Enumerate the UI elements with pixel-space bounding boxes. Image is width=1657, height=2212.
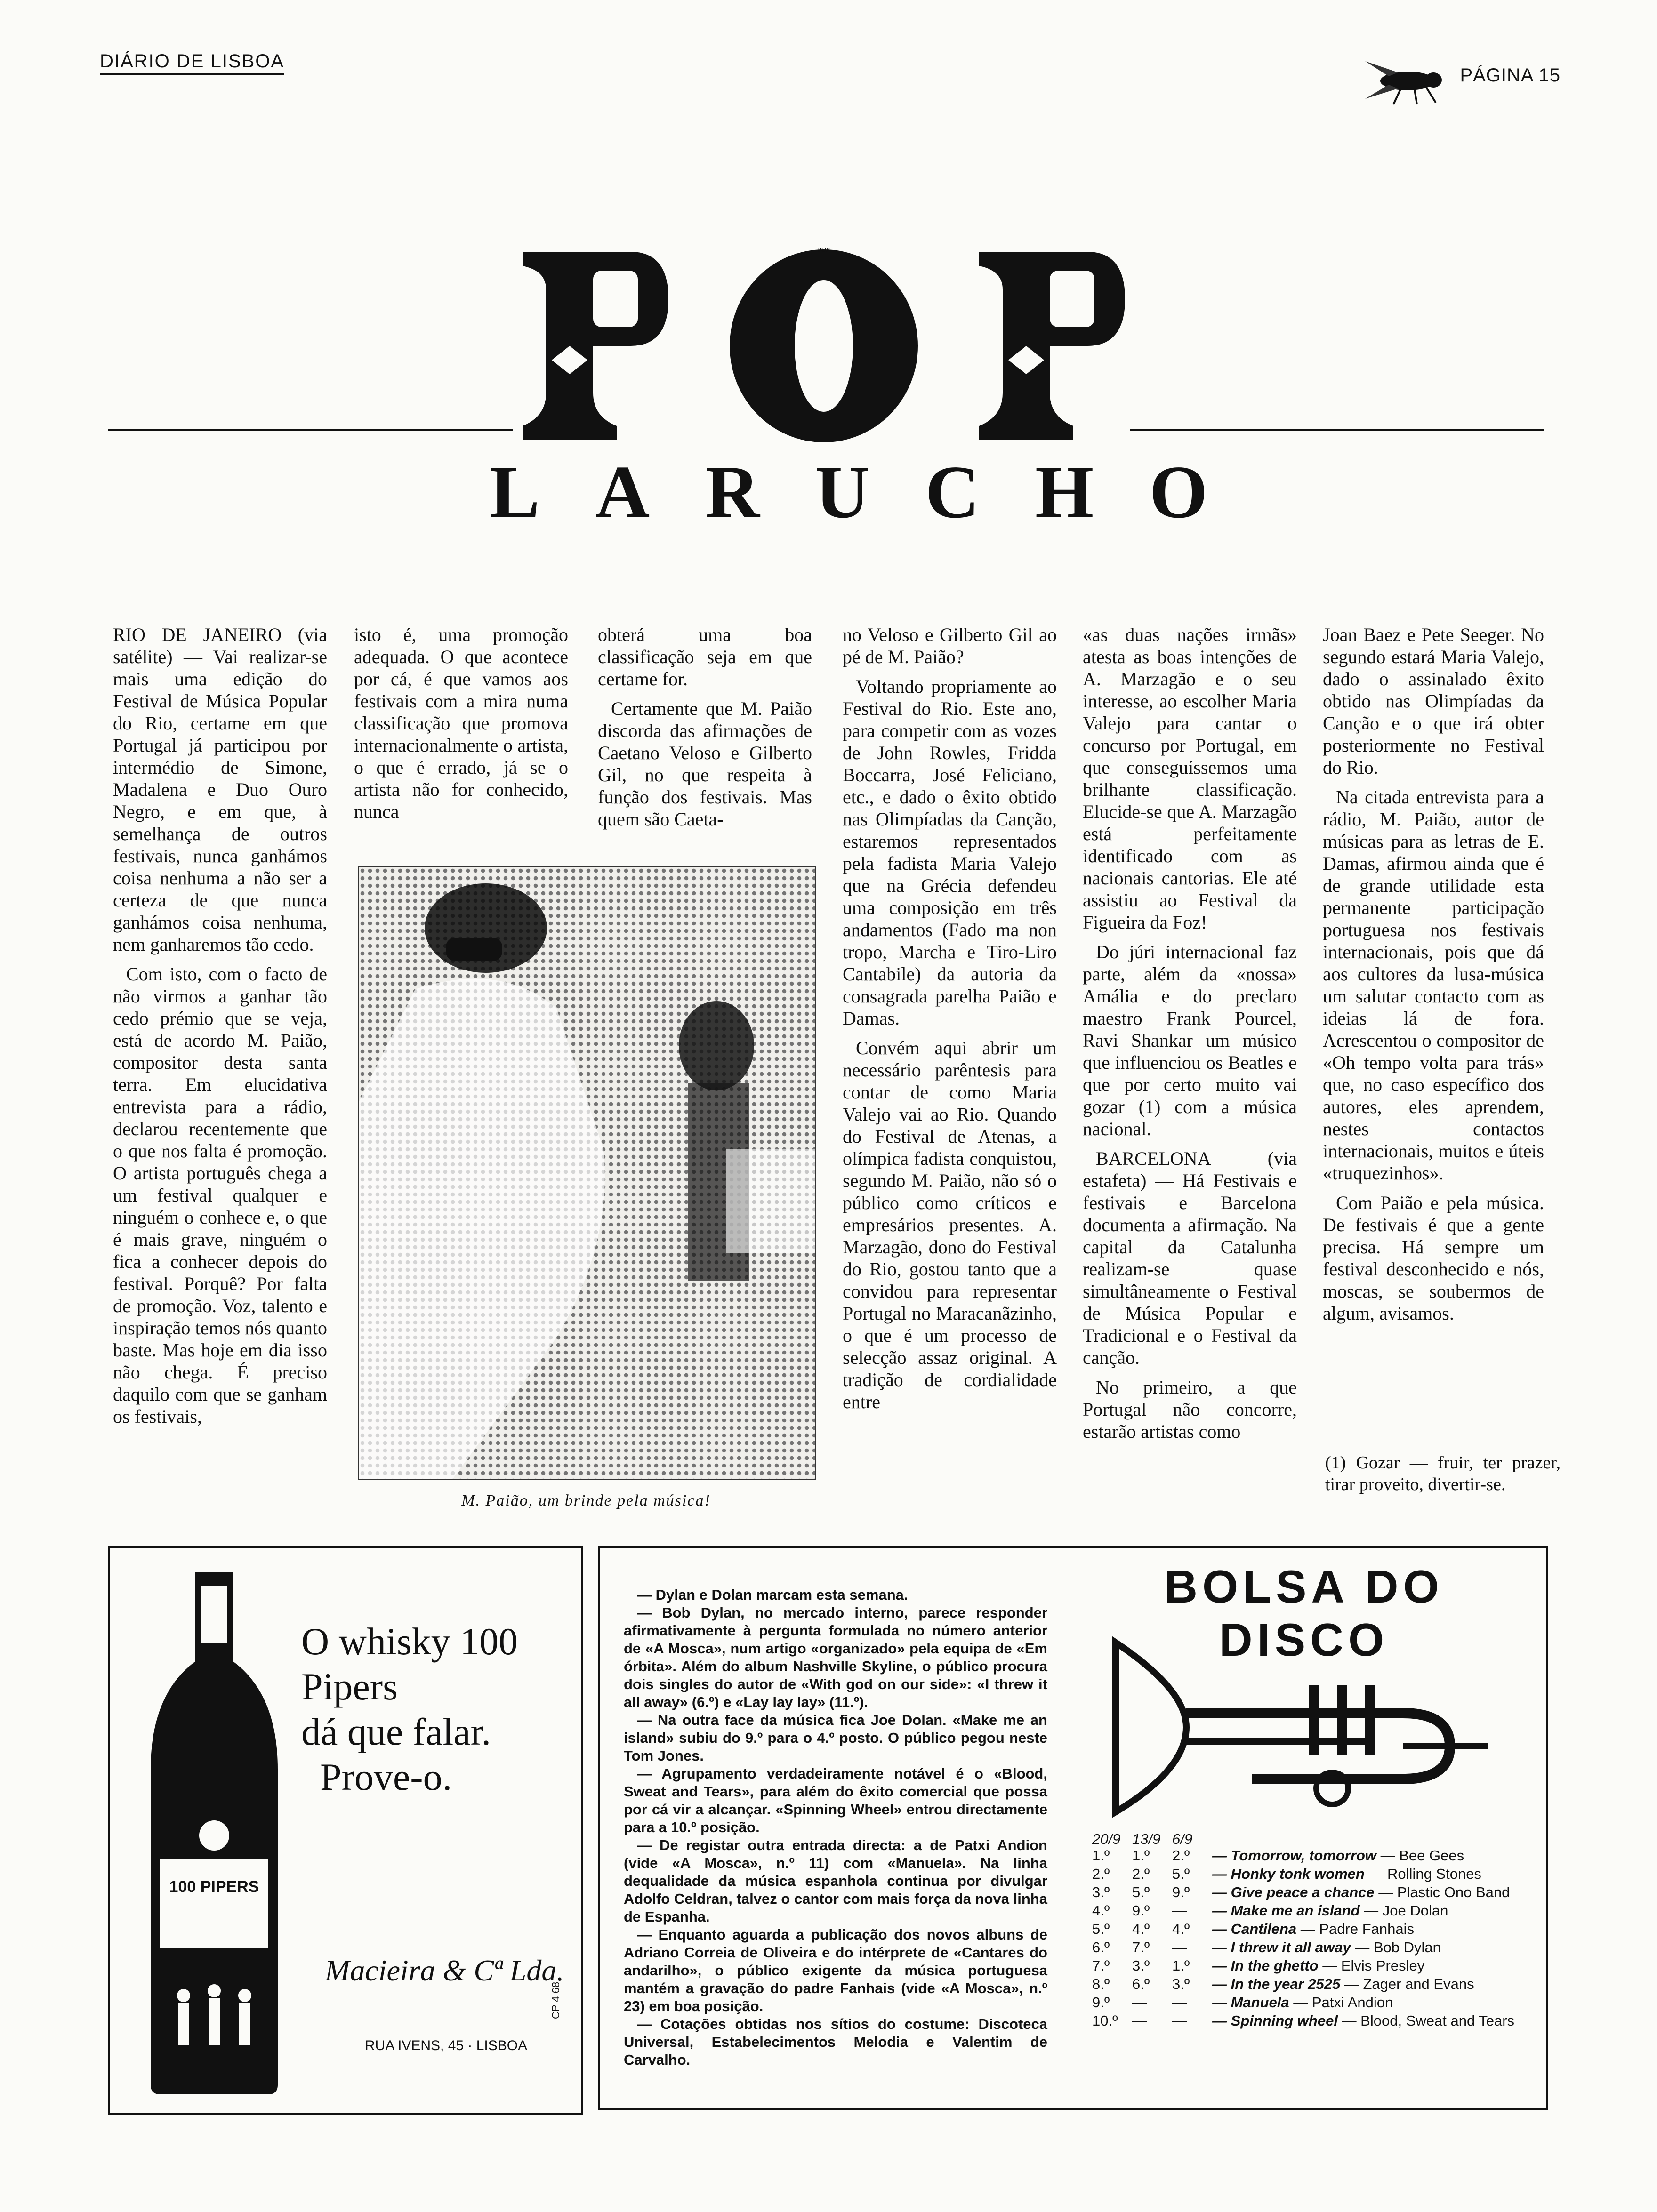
song-title: — Make me an island [1212, 1902, 1360, 1919]
artist-name: — Bob Dylan [1351, 1939, 1441, 1956]
newspaper-name: DIÁRIO DE LISBOA [100, 51, 284, 75]
paragraph: No primeiro, a que Portugal não concorre, estarão artistas como [1083, 1377, 1297, 1442]
artist-name: — Blood, Sweat and Tears [1337, 2012, 1515, 2029]
chart-row [1092, 2012, 1535, 2029]
article-column-6 [1323, 624, 1544, 1332]
artist-name: — Padre Fanhais [1296, 1921, 1415, 1937]
paragraph: Do júri internacional faz parte, além da «nossa» Amália e do preclaro maestro Frank Pourcel, Ravi Shankar um músico que influenciou os Beatles e que por certo muito vai gozar (1) com a música nacional. [1083, 941, 1297, 1139]
chart-position: 5.º [1172, 1866, 1190, 1882]
chart-entry [1212, 1866, 1535, 1883]
chart-position: 4.º [1132, 1921, 1150, 1937]
chart-row [1092, 1921, 1535, 1938]
chart-entry [1212, 2012, 1535, 2029]
chart-row [1092, 1847, 1535, 1864]
paragraph: no Veloso e Gilberto Gil ao pé de M. Paião? [843, 624, 1057, 667]
fly-icon [1356, 52, 1459, 108]
chart-row [1092, 1884, 1535, 1901]
chart-entry [1212, 1976, 1535, 1993]
paragraph: «as duas nações irmãs» atesta as boas intenções de A. Marzagão e o seu interesse, ao escolher Maria Valejo para cantar o concurso por Portugal, em que conseguíssemos uma brilhante classificação. Elucide-se que A. Marzagão está perfeitamente identificado com as nacionais cantorias. Ele até assistiu ao Festival da Figueira da Foz! [1083, 624, 1297, 933]
chart-entry [1212, 1884, 1535, 1901]
chart-position: 2.º [1092, 1866, 1110, 1882]
chart-position: 9.º [1092, 1994, 1110, 2011]
chart-entry [1212, 1939, 1535, 1956]
chart-position: 1.º [1092, 1847, 1110, 1864]
paragraph: Voltando propriamente ao Festival do Rio. Este ano, para competir com as vozes de John Rowles, Fridda Boccarra, José Feliciano, etc., e dado o êxito obtido nas Olimpíadas da Canção, estaremos representados pela fadista Maria Valejo que na Grécia defendeu uma composição em três andamentos (Fado ma non tropo, Marcha e Tiro-Liro Cantabile) da autoria da consagrada parelha Paião e Damas. [843, 676, 1057, 1029]
artist-name: — Zager and Evans [1340, 1976, 1474, 1992]
paragraph: Convém aqui abrir um necessário parêntesis para contar de como Maria Valejo vai ao Rio. Quando do Festival de Atenas, a olímpica fadista conquistou, segundo M. Paião, não só o público como críticos e empresários presentes. A. Marzagão, dono do Festival do Rio, gostou tanto que a convidou para representar Portugal no Maracanãzinho, o que é um processo de selecção assaz original. A tradição de cordialidade entre [843, 1037, 1057, 1412]
bolsa-chart [1092, 1847, 1535, 2031]
chart-position: 3.º [1132, 1957, 1150, 1974]
chart-position: 6.º [1132, 1976, 1150, 1992]
chart-position: — [1172, 1902, 1187, 1919]
chart-row [1092, 1976, 1535, 1993]
chart-position: 3.º [1172, 1976, 1190, 1992]
chart-position: 5.º [1092, 1921, 1110, 1937]
slogan-line: dá que falar. [301, 1710, 491, 1753]
photo-caption: M. Paião, um brinde pela música! [461, 1492, 711, 1509]
pop-title-lettering [513, 238, 1134, 449]
news-item: — De registar outra entrada directa: a de Patxi Andion (vide «A Mosca», n.º 11) com «Manuela». Na linha dequalidade da música espanhola continua por divulgar Adolfo Celdran, talvez o cantor com mais força da nova linha de Espanha. [624, 1837, 1047, 1925]
chart-entry [1212, 1902, 1535, 1919]
chart-row [1092, 1902, 1535, 1919]
chart-position: 4.º [1092, 1902, 1110, 1919]
ad-address: RUA IVENS, 45 · LISBOA [365, 2038, 528, 2053]
artist-name: — Plastic Ono Band [1374, 1884, 1510, 1900]
chart-position: 4.º [1172, 1921, 1190, 1937]
article-column-2 [354, 624, 568, 830]
chart-row [1092, 1994, 1535, 2011]
chart-row [1092, 1957, 1535, 1974]
chart-position: — [1132, 2012, 1147, 2029]
song-title: — In the ghetto [1212, 1957, 1319, 1974]
song-title: — In the year 2525 [1212, 1976, 1341, 1992]
chart-position: 10.º [1092, 2012, 1118, 2029]
article-column-4 [843, 624, 1057, 1420]
trumpet-icon [1111, 1633, 1497, 1821]
whisky-slogan [301, 1619, 555, 1800]
song-title: — Honky tonk women [1212, 1866, 1365, 1882]
title-rule-left [108, 429, 513, 431]
news-item: — Agrupamento verdadeiramente notável é o «Blood, Sweat and Tears», para além do êxito comercial que possa por cá vir a alcançar. «Spinning Wheel» entrou directamente para a 10.º posição. [624, 1765, 1047, 1835]
bolsa-title: BOLSA DO DISCO [1164, 1561, 1444, 1666]
chart-date: 13/9 [1132, 1831, 1161, 1847]
paragraph: Na citada entrevista para a rádio, M. Paião, autor de músicas para as letras de E. Damas, afirmou ainda que é de grande utilidade esta permanente participação portuguesa nos festivais internacionais, pois que dá aos cultores da lusa-música um salutar contacto com as ideias lá de fora. Acrescentou o compositor de «Oh tempo volta para trás» que, no caso específico dos autores, eles aprendem, nestes contactos internacionais, muitos e úteis «truquezinhos». [1323, 786, 1544, 1184]
song-title: — Tomorrow, tomorrow [1212, 1847, 1377, 1864]
chart-position: 3.º [1092, 1884, 1110, 1900]
chart-position: 2.º [1172, 1847, 1190, 1864]
pop-title-text: POP [818, 247, 830, 254]
article-column-5 [1083, 624, 1297, 1450]
chart-date: 6/9 [1172, 1831, 1193, 1847]
chart-date: 20/9 [1092, 1831, 1121, 1847]
song-title: — I threw it all away [1212, 1939, 1351, 1956]
ad-signature: Macieira & Cª Lda. [325, 1954, 564, 1987]
news-item: — Cotações obtidas nos sítios do costume: Discoteca Universal, Estabelecimentos Melodia e Valentim de Carvalho. [624, 2016, 1047, 2068]
chart-position: 7.º [1132, 1939, 1150, 1956]
article-column-3 [598, 624, 812, 838]
chart-position: — [1132, 1994, 1147, 2011]
chart-position: 8.º [1092, 1976, 1110, 1992]
paragraph: obterá uma boa classificação seja em que certame for. [598, 624, 812, 689]
chart-dates [1092, 1831, 1212, 1848]
paragraph: BARCELONA (via estafeta) — Há Festivais e festivais e Barcelona documenta a afirmação. Na capital da Catalunha realizam-se quase simultâneamente o Festival de Música Popular e Tradicional e o Festival da canção. [1083, 1148, 1297, 1368]
chart-position: — [1172, 2012, 1187, 2029]
chart-position: 1.º [1132, 1847, 1150, 1864]
footnote: (1) Gozar — fruir, ter prazer, tirar proveito, divertir-se. [1325, 1453, 1560, 1494]
chart-entry [1212, 1921, 1535, 1938]
photo-figures [359, 867, 815, 1479]
artist-name: — Joe Dolan [1359, 1902, 1448, 1919]
news-item: — Bob Dylan, no mercado interno, parece responder afirmativamente à pergunta formulada no número anterior de «A Mosca», num artigo «organizado» pela equipa de «Em órbita». Além do album Nashville Skyline, o público procura dois singles do autor de «With god on our side»: «I threw it all away» (6.º) e «Lay lay lay» (11.º). [624, 1604, 1047, 1710]
chart-position: 2.º [1132, 1866, 1150, 1882]
chart-row [1092, 1939, 1535, 1956]
column-title: LARUCHO [490, 450, 1263, 534]
whisky-bottle-image [141, 1572, 287, 2094]
news-item: — Na outra face da música fica Joe Dolan. «Make me an island» subiu do 9.º para o 4.º posto. O público pegou neste Tom Jones. [624, 1712, 1047, 1764]
page-number: PÁGINA 15 [1460, 65, 1560, 86]
song-title: — Cantilena [1212, 1921, 1297, 1937]
article-photo [358, 866, 816, 1480]
slogan-line: O whisky 100 Pipers [301, 1620, 518, 1708]
chart-entry [1212, 1994, 1535, 2011]
bolsa-news [624, 1586, 1047, 2069]
chart-position: 9.º [1132, 1902, 1150, 1919]
paragraph: Com Paião e pela música. De festivais é que a gente precisa. Há sempre um festival desconhecido e nós, moscas, se soubermos de algum, avisamos. [1323, 1192, 1544, 1324]
ad-code: CP 4 68 [550, 1981, 562, 2019]
title-rule-right [1130, 429, 1544, 431]
song-title: — Manuela [1212, 1994, 1289, 2011]
chart-position: — [1172, 1939, 1187, 1956]
chart-position: — [1172, 1994, 1187, 2011]
article-column-1 [113, 624, 327, 1435]
chart-position: 9.º [1172, 1884, 1190, 1900]
bottle-brand: 100 PIPERS [169, 1878, 259, 1896]
artist-name: — Patxi Andion [1289, 1994, 1393, 2011]
paragraph: RIO DE JANEIRO (via satélite) — Vai realizar-se mais uma edição do Festival de Música Popular do Rio, certame em que Portugal já participou por intermédio de Simone, Madalena e Duo Ouro Negro, e em que, à semelhança de outros festivais, nunca ganhámos coisa nenhuma a não ser a certeza de que nunca ganhámos coisa nenhuma, nem ganharemos tão cedo. [113, 624, 327, 955]
paragraph: Com isto, com o facto de não virmos a ganhar tão cedo prémio que se veja, está de acordo M. Paião, compositor desta santa terra. Em elucidativa entrevista para a rádio, declarou recentemente que o que nos falta é promoção. O artista português chega a um festival qualquer e ninguém o conhece e, o que é mais grave, ninguém o fica a conhecer depois do festival. Porquê? Por falta de promoção. Voz, talento e inspiração temos nós quanto baste. Mas hoje em dia isso não chega. É preciso daquilo com que se ganham os festivais, [113, 963, 327, 1427]
chart-entry [1212, 1847, 1535, 1864]
chart-entry [1212, 1957, 1535, 1974]
artist-name: — Bee Gees [1376, 1847, 1464, 1864]
news-item: — Enquanto aguarda a publicação dos novos albuns de Adriano Correia de Oliveira e do intérprete de «Cantares do andarilho», o público exigente da música portuguesa mantém a gravação do padre Fanhais (vide «A Mosca», n.º 23) em boa posição. [624, 1926, 1047, 2014]
paragraph: Certamente que M. Paião discorda das afirmações de Caetano Veloso e Gilberto Gil, no que respeita à função dos festivais. Mas quem são Caeta- [598, 698, 812, 830]
slogan-line: Prove-o. [320, 1755, 452, 1798]
news-item: — Dylan e Dolan marcam esta semana. [637, 1587, 908, 1603]
chart-position: 5.º [1132, 1884, 1150, 1900]
paragraph: isto é, uma promoção adequada. O que acontece por cá, é que vamos aos festivais com a mira numa classificação que promova internacionalmente o artista, o que é errado, já se o artista não for conhecido, nunca [354, 624, 568, 822]
chart-position: 1.º [1172, 1957, 1190, 1974]
song-title: — Give peace a chance [1212, 1884, 1375, 1900]
artist-name: — Rolling Stones [1364, 1866, 1481, 1882]
chart-row [1092, 1866, 1535, 1883]
artist-name: — Elvis Presley [1318, 1957, 1425, 1974]
song-title: — Spinning wheel [1212, 2012, 1338, 2029]
chart-position: 7.º [1092, 1957, 1110, 1974]
chart-position: 6.º [1092, 1939, 1110, 1956]
paragraph: Joan Baez e Pete Seeger. No segundo estará Maria Valejo, dado o assinalado êxito obtido nas Olimpíadas da Canção e o que irá obter posteriormente no Festival do Rio. [1323, 624, 1544, 778]
